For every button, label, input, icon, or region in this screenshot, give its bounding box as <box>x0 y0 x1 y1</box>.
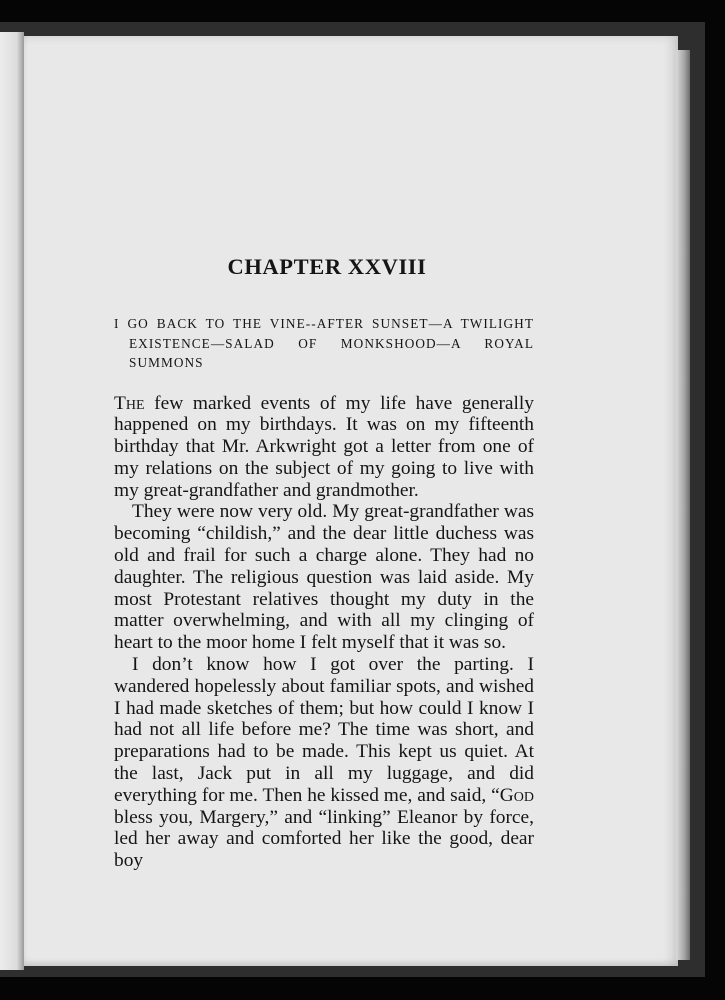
paragraph-3-text-b: bless you, Margery,” and “linking” Eleanor by force, led her away and comforted her like the good, dear boy <box>114 806 534 872</box>
paragraph-3 <box>114 654 534 872</box>
paragraph-2: They were now very old. My great-grandfather was becoming “childish,” and the dear little duchess was old and frail for such a charge alone. They had no daughter. The religious question was laid aside. My most Protestant relatives thought my duty in the matter overwhelming, and with all my clinging of heart to the moor home I felt myself that it was so. <box>114 501 534 654</box>
page-stack-edge <box>676 50 690 960</box>
body-text <box>114 393 534 873</box>
paragraph-1-text: few marked events of my life have generally happened on my birthdays. It was on my fifteenth birthday that Mr. Arkwright got a letter from one of my relations on the subject of my going to live with my great-grandfather and grandmother. <box>114 392 534 501</box>
lead-word: The <box>114 392 145 414</box>
paragraph-1 <box>114 393 534 502</box>
page-content <box>114 250 534 872</box>
chapter-summary: I GO BACK TO THE VINE--AFTER SUNSET—A TWILIGHT EXISTENCE—SALAD OF MONKSHOOD—A ROYAL SUMMONS <box>114 316 534 370</box>
chapter-title: CHAPTER XXVIII <box>227 254 427 279</box>
paragraph-3-text-a: I don’t know how I got over the parting. I wandered hopelessly about familiar spots, and wished I had made sketches of them; but how could I know I had not all life before me? The time was short, and preparations had to be made. This kept us quiet. At the last, Jack put in all my luggage, and did everything for me. Then he kissed me, and said, “ <box>114 654 534 806</box>
small-caps-word: God <box>499 784 534 806</box>
previous-page-edge <box>0 32 24 970</box>
